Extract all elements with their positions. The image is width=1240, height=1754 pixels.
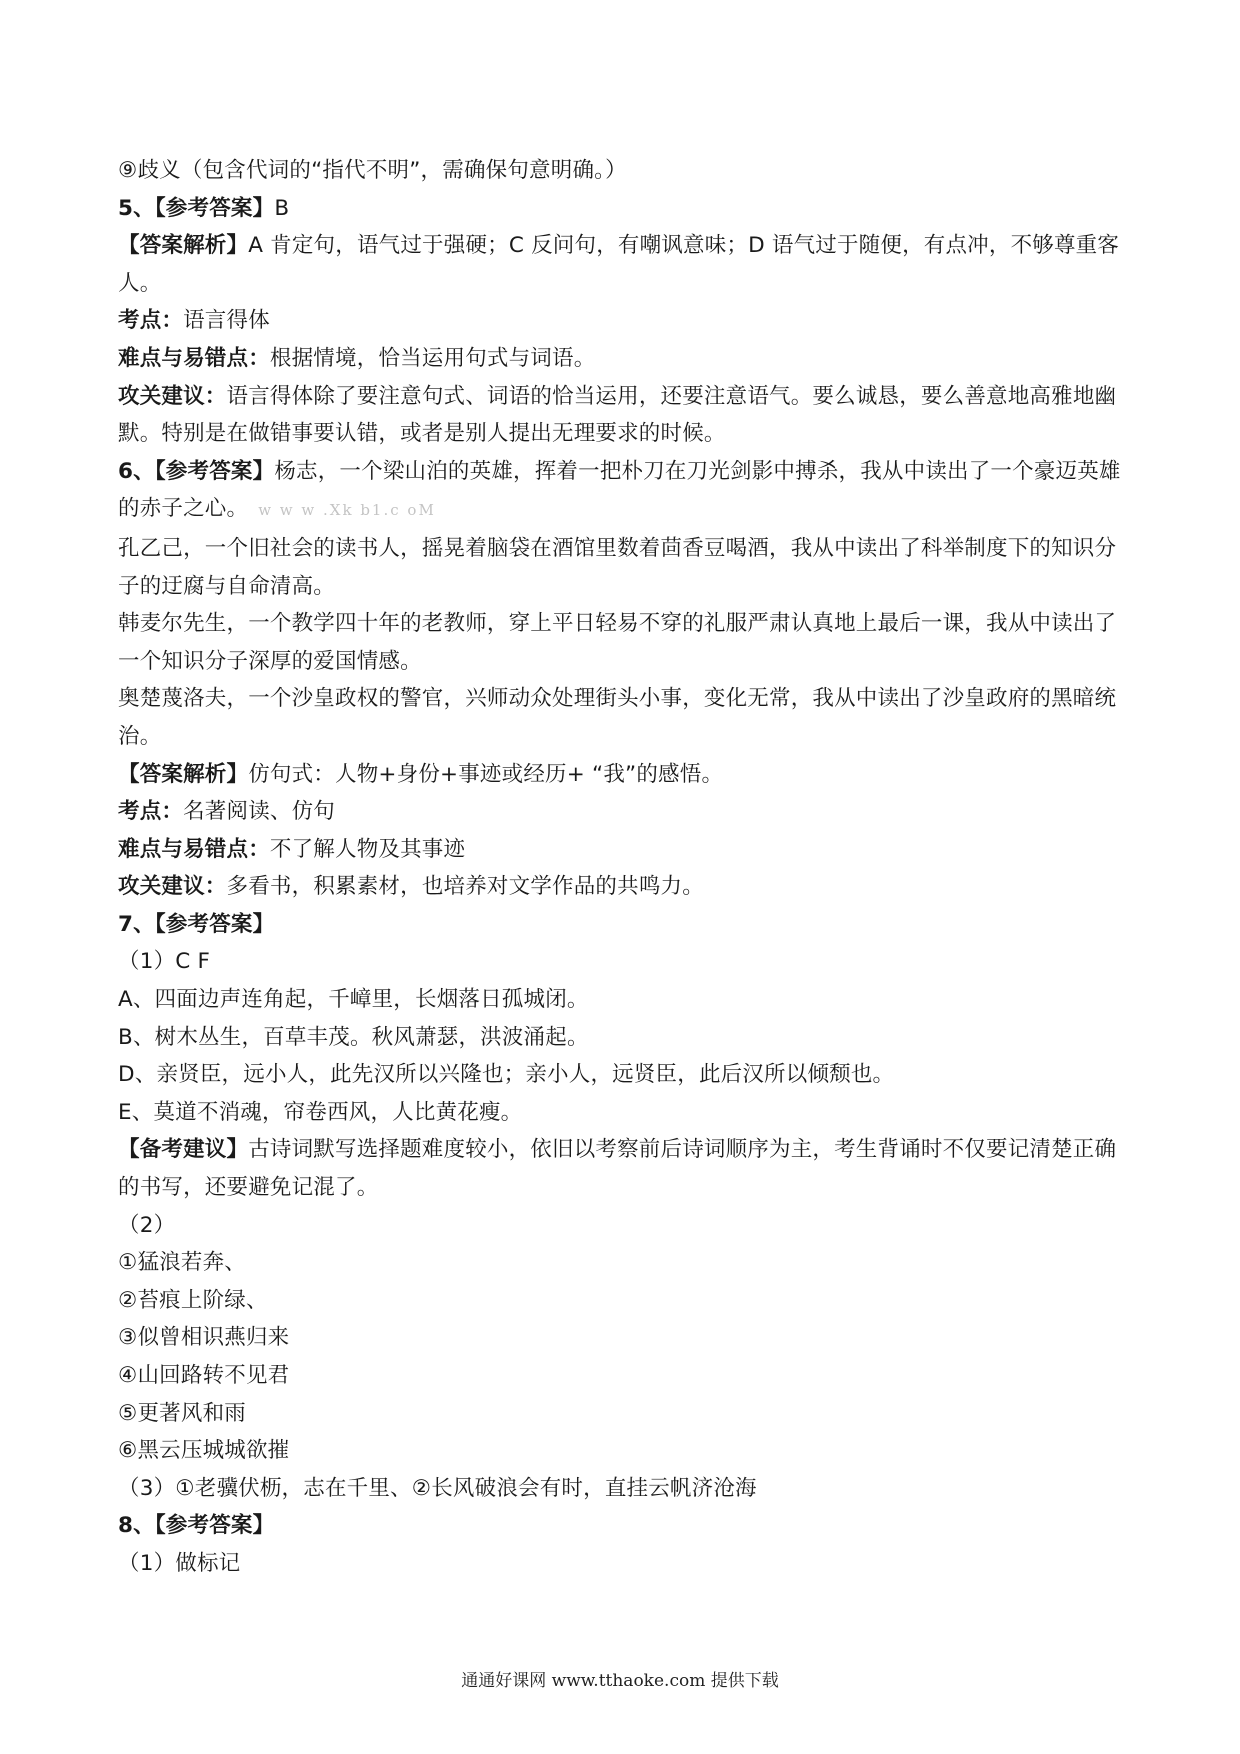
analysis-line bbox=[118, 756, 1126, 794]
text-line bbox=[118, 1019, 1126, 1057]
line-text: 杨志，一个梁山泊的英雄，挥着一把朴刀在刀光剑影中搏杀，我从中读出了一个豪迈英雄的赤子之心。 bbox=[118, 458, 1121, 522]
watermark-text: w w w .Xk b1.c oM bbox=[258, 501, 436, 520]
line-text: ③似曾相识燕归来 bbox=[118, 1325, 290, 1351]
line-text: A、四面边声连角起，千嶂里，长烟落日孤城闭。 bbox=[118, 987, 589, 1013]
line-label: 【备考建议】 bbox=[118, 1137, 249, 1163]
text-line bbox=[118, 1244, 1126, 1282]
line-text: 奥楚蔑洛夫，一个沙皇政权的警官，兴师动众处理街头小事，变化无常，我从中读出了沙皇政府的黑暗统治。 bbox=[118, 686, 1117, 749]
text-line bbox=[118, 1207, 1126, 1245]
line-label: 攻关建议： bbox=[118, 383, 227, 409]
line-label: 7、【参考答案】 bbox=[118, 911, 275, 937]
answer-heading bbox=[118, 1507, 1126, 1545]
line-text: 语言得体除了要注意句式、词语的恰当运用，还要注意语气。要么诚恳，要么善意地高雅地幽默。特别是在做错事要认错，或者是别人提出无理要求的时候。 bbox=[118, 383, 1117, 447]
line-text: （3）①老骥伏枥，志在千里、②长风破浪会有时，直挂云帆济沧海 bbox=[118, 1475, 757, 1501]
text-line bbox=[118, 680, 1126, 755]
answer-heading bbox=[118, 453, 1126, 530]
line-label: 攻关建议： bbox=[118, 874, 227, 900]
test-point-line bbox=[118, 302, 1126, 340]
line-text: B、树木丛生，百草丰茂。秋风萧瑟，洪波涌起。 bbox=[118, 1024, 589, 1050]
line-label: 难点与易错点： bbox=[118, 345, 270, 371]
line-text: ⑤更著风和雨 bbox=[118, 1400, 246, 1426]
line-label: 5、【参考答案】 bbox=[118, 195, 275, 221]
line-text: 根据情境，恰当运用句式与词语。 bbox=[269, 345, 596, 371]
text-line bbox=[118, 981, 1126, 1019]
line-text: ④山回路转不见君 bbox=[118, 1363, 290, 1388]
text-line bbox=[118, 1357, 1126, 1395]
advice-line bbox=[118, 378, 1126, 453]
line-label: 难点与易错点： bbox=[118, 836, 270, 862]
line-text: 不了解人物及其事迹 bbox=[269, 836, 466, 862]
text-line bbox=[118, 1470, 1126, 1508]
page-footer: 通通好课网 www.tthaoke.com 提供下载 bbox=[461, 1671, 779, 1691]
line-text: ②苔痕上阶绿、 bbox=[118, 1287, 268, 1313]
line-label: 8、【参考答案】 bbox=[118, 1513, 275, 1539]
line-text: A 肯定句，语气过于强硬；C 反问句，有嘲讽意味；D 语气过于随便，有点冲，不够尊重客人。 bbox=[118, 233, 1120, 296]
document-body bbox=[118, 152, 1126, 1583]
line-text: 名著阅读、仿句 bbox=[183, 799, 336, 825]
line-text: 孔乙己，一个旧社会的读书人，摇晃着脑袋在酒馆里数着茴香豆喝酒，我从中读出了科举制度下的知识分子的迂腐与自命清高。 bbox=[118, 535, 1117, 599]
line-label: 【答案解析】 bbox=[118, 233, 249, 259]
line-text: 语言得体 bbox=[183, 308, 270, 334]
line-text: ①猛浪若奔、 bbox=[118, 1250, 246, 1276]
analysis-line bbox=[118, 227, 1126, 302]
line-text: 韩麦尔先生，一个教学四十年的老教师，穿上平日轻易不穿的礼服严肃认真地上最后一课，我从中读出了一个知识分子深厚的爱国情感。 bbox=[118, 611, 1117, 674]
text-line bbox=[118, 1282, 1126, 1320]
line-text: （1）做标记 bbox=[118, 1550, 241, 1576]
text-line bbox=[118, 1432, 1126, 1470]
text-line bbox=[118, 1319, 1126, 1357]
text-line bbox=[118, 1395, 1126, 1433]
difficulty-line bbox=[118, 340, 1126, 378]
text-line bbox=[118, 943, 1126, 981]
text-line bbox=[118, 1545, 1126, 1583]
answer-heading bbox=[118, 190, 1126, 228]
line-text: B bbox=[274, 195, 290, 221]
line-label: 考点： bbox=[118, 799, 184, 825]
line-text: 古诗词默写选择题难度较小，依旧以考察前后诗词顺序为主，考生背诵时不仅要记清楚正确的书写，还要避免记混了。 bbox=[118, 1137, 1117, 1201]
test-point-line bbox=[118, 793, 1126, 831]
difficulty-line bbox=[118, 831, 1126, 869]
line-text: ⑥黑云压城城欲摧 bbox=[118, 1438, 290, 1464]
text-line bbox=[118, 1094, 1126, 1132]
line-text: （2） bbox=[118, 1212, 176, 1238]
answer-heading bbox=[118, 906, 1126, 944]
text-line bbox=[118, 605, 1126, 680]
advice-line bbox=[118, 868, 1126, 906]
line-text: ⑨歧义（包含代词的“指代不明”，需确保句意明确。） bbox=[118, 158, 627, 183]
line-label: 6、【参考答案】 bbox=[118, 458, 275, 484]
study-advice-line bbox=[118, 1131, 1126, 1206]
line-text: D、亲贤臣，远小人，此先汉所以兴隆也；亲小人，远贤臣，此后汉所以倾颓也。 bbox=[118, 1062, 895, 1088]
line-label: 【答案解析】 bbox=[118, 761, 249, 787]
line-text: 多看书，积累素材，也培养对文学作品的共鸣力。 bbox=[226, 874, 704, 900]
line-text: E、莫道不消魂，帘卷西风，人比黄花瘦。 bbox=[118, 1099, 523, 1125]
text-line bbox=[118, 530, 1126, 605]
text-line bbox=[118, 1056, 1126, 1094]
line-label: 考点： bbox=[118, 308, 184, 334]
text-line bbox=[118, 152, 1126, 190]
line-text: （1）C F bbox=[118, 949, 211, 975]
line-text: 仿句式：人物+身份+事迹或经历+ “我”的感悟。 bbox=[248, 761, 724, 787]
